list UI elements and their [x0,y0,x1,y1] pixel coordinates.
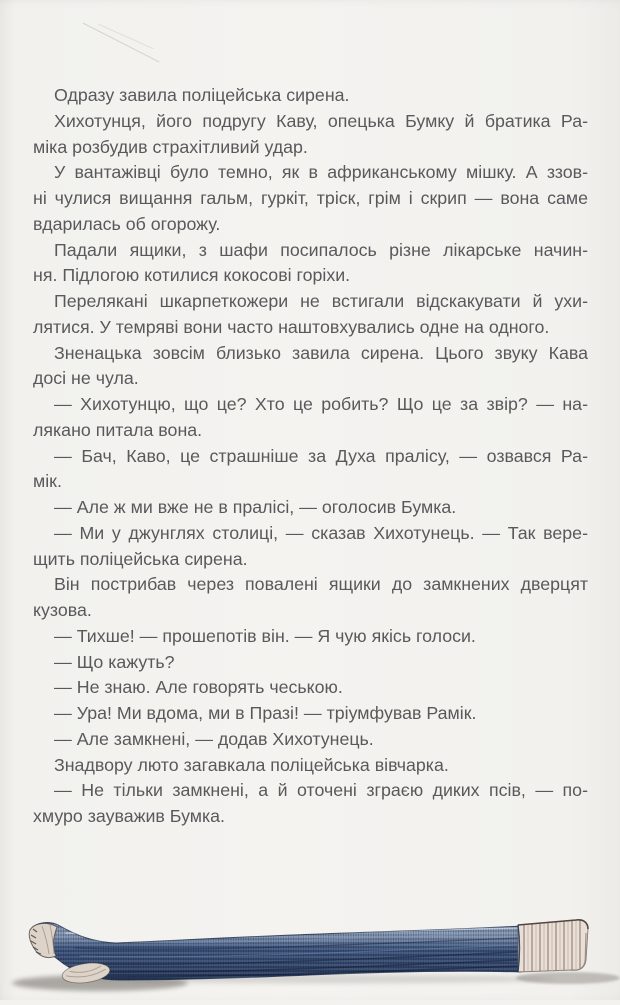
page-text [33,83,588,830]
text-line: вдарилась об огорожу. [33,213,221,234]
text-line: Перелякані шкарпеткожери не встигали відскакувати й ухи- [54,291,588,311]
text-line: — Тихше! — прошепотів він. — Я чую якісь голоси. [54,625,476,646]
sock-drawing [0,888,620,1000]
text-line: хмуро зауважив Бумка. [33,806,225,826]
text-line: — Що кажуть? [54,651,175,672]
text-line: мік. [33,471,62,492]
text-line: лятися. У темряві вони часто наштовхувались одне на одного. [33,316,550,337]
paper-scratch [82,23,159,63]
text-line: — Хихотунцю, що це? Хто це робить? Що це за звір? — на- [54,394,588,414]
text-line: лякано питала вона. [33,419,203,440]
text-line: — Але замкнені, — додав Хихотунець. [54,728,374,749]
text-line: досі не чула. [33,368,139,389]
text-line: — Бач, Каво, це страшніше за Духа пралісу, — озвався Ра- [54,445,588,466]
text-line: ня. Підлогою котилися кокосові горіхи. [33,265,351,286]
text-line: — Ура! Ми вдома, ми в Празі! — тріумфував Рамік. [54,703,477,723]
text-line: — Не знаю. Але говорять чеською. [54,677,343,698]
text-line: Падали ящики, з шафи посипалось різне лікарське начин- [54,239,588,260]
text-line: — Ми у джунглях столиці, — сказав Хихотунець. — Так вере- [54,522,588,543]
text-line: щить поліцейська сирена. [33,548,248,569]
text-line: міка розбудив страхітливий удар. [33,136,308,157]
text-line: кузова. [33,600,92,620]
text-line: — Не тільки замкнені, а й оточені зграєю диких псів, — по- [54,780,588,801]
text-line: — Але ж ми вже не в пралісі, — оголосив Бумка. [54,497,457,517]
sock-illustration [0,888,620,1000]
text-line: Одразу завила поліцейська сирена. [54,85,350,105]
text-line: Він пострибав через повалені ящики до замкнених дверцят [54,574,588,595]
text-line: У вантажівці було темно, як в африканському мішку. А ззов- [54,162,588,183]
text-line: Знадвору люто загавкала поліцейська вівчарка. [54,754,449,775]
text-line: Зненацька зовсім близько завила сирена. Цього звуку Кава [54,342,588,363]
text-line: ні чулися вищання гальм, гуркіт, тріск, грім і скрип — вона саме [33,188,588,208]
text-line: Хихотунця, його подругу Каву, опецька Бумку й братика Ра- [54,110,588,131]
